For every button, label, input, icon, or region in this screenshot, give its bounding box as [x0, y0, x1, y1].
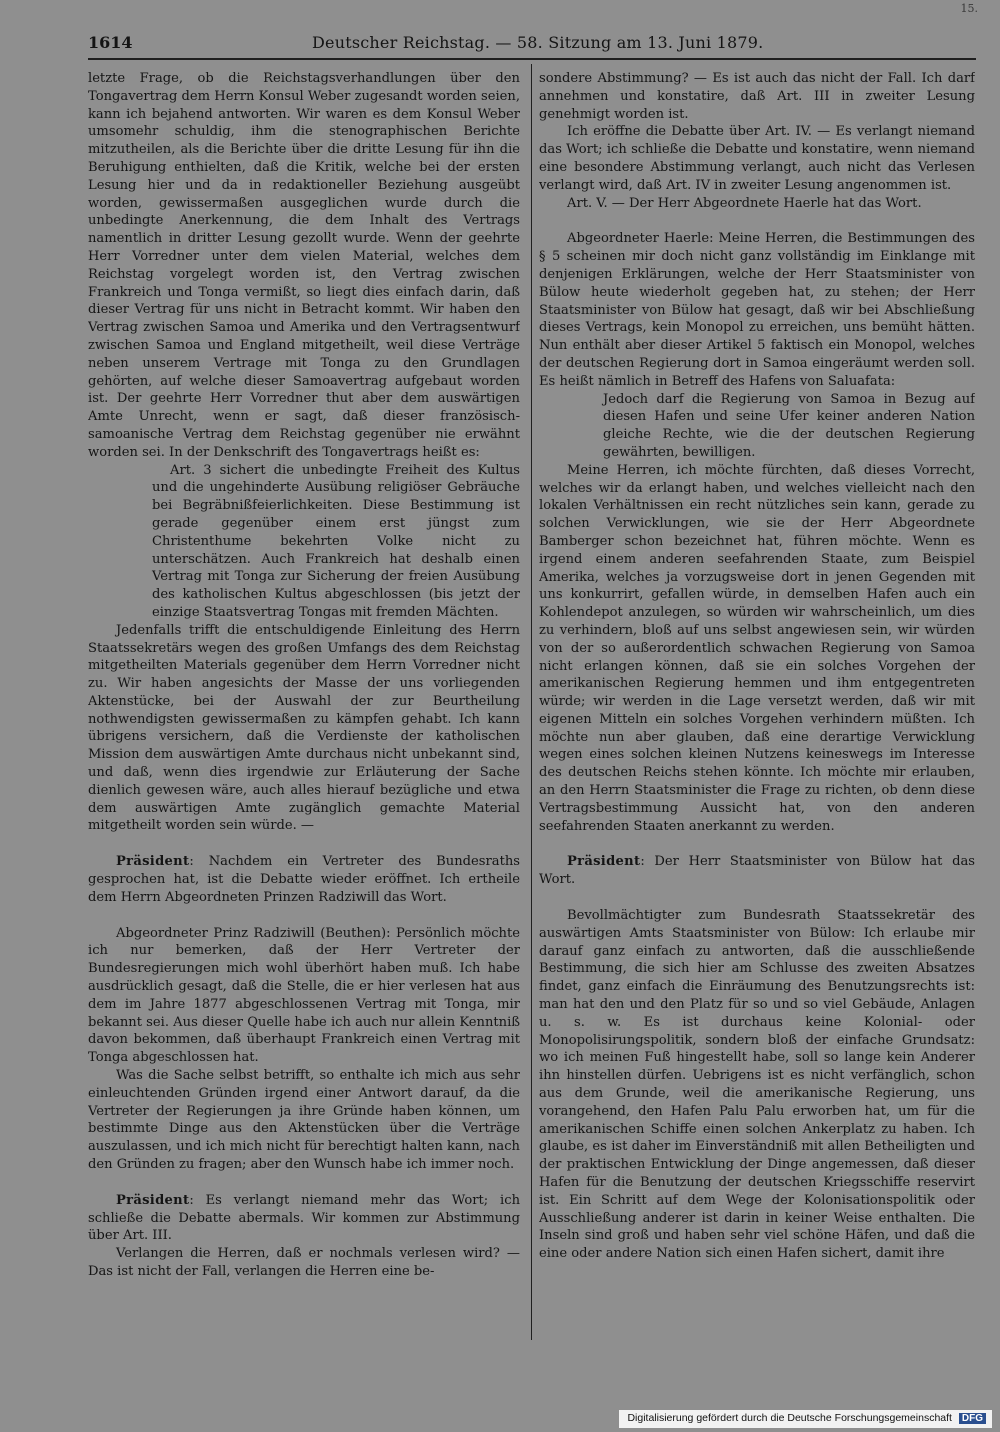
paragraph-text: : Der Herr Staatsminister von Bülow hat das Wort.	[539, 854, 975, 888]
paragraph	[88, 1245, 520, 1281]
paragraph-text: Meine Herren, ich möchte fürchten, daß dieses Vorrecht, welches wir da erlangt haben, und welches vielleicht nach den lokalen Verhältnissen ein recht nützliches sein kann, gerade zu solchen Verwicklungen, wie sie der Herr Abgeordnete Bamberger schon bezeichnet hat, führen möchte. Wenn es irgend einem anderen seefahrenden Staate, zum Beispiel Amerika, welches ja vorzugsweise dort in jenen Gegenden mit uns konkurrirt, gefallen würde, in demselben Hafen auch ein Kohlendepot anzulegen, so würden wir wahrscheinlich, um dies zu verhindern, bloß auf uns selbst angewiesen sein, wir würden von der so außerordentlich schwachen Regierung von Samoa nicht erlangen können, daß sie ein solches Vorgehen der amerikanischen Regierung hemmen und ihm entgegentreten würde; wir werden in die Lage versetzt werden, daß wir mit eigenen Mitteln ein solches Vorgehen verhindern müßten. Ich möchte nun aber glauben, daß eine derartige Verwicklung wegen eines solchen kleinen Nutzens keineswegs im Interesse des deutschen Reichs stehen könnte. Ich möchte mir erlauben, an den Herrn Staatsminister die Frage zu richten, ob denn diese Vertragsbestimmung Aussicht hat, von den anderen seefahrenden Staaten anerkannt zu werden.	[539, 462, 975, 834]
paragraph-text: Abgeordneter Prinz Radziwill (Beuthen): Persönlich möchte ich nur bemerken, daß der Herr Vertreter der Bundesregierungen mich wohl überhört haben muß. Ich habe ausdrücklich gesagt, daß die Stelle, die er hier verlesen hat aus dem im Jahre 1877 abgeschlossenen Vertrag mit Tonga, mir bekannt sei. Aus dieser Quelle habe ich auch nur allein Kenntniß davon bekommen, daß überhaupt Frankreich einen Vertrag mit Tonga abgeschlossen hat.	[88, 925, 520, 1066]
paragraph-text: Art. V. — Der Herr Abgeordnete Haerle hat das Wort.	[567, 195, 922, 211]
paragraph-text: Was die Sache selbst betrifft, so enthalte ich mich aus sehr einleuchtenden Gründen irgend einer Antwort darauf, da die Vertreter der Regierungen ja ihre Gründe haben können, um bestimmte Dinge aus den Aktenstücken über die Verträge auszulassen, und ich mich nicht für berechtigt halten kann, nach den Gründen zu fragen; aber den Wunsch habe ich immer noch.	[88, 1068, 520, 1173]
paragraph	[88, 925, 520, 1067]
paragraph-text: Verlangen die Herren, daß er nochmals verlesen wird? — Das ist nicht der Fall, verlangen die Herren eine be-	[88, 1246, 520, 1279]
paragraph	[539, 123, 975, 194]
header-rule	[88, 58, 976, 60]
footer-credit	[619, 1410, 992, 1428]
column-divider	[531, 64, 532, 1340]
paragraph	[88, 1067, 520, 1174]
paragraph	[152, 462, 520, 622]
paragraph-text: : Nachdem ein Vertreter des Bundesraths gesprochen hat, ist die Debatte wieder eröffnet. Ich ertheile dem Herrn Abgeordneten Prinzen Radziwill das Wort.	[88, 854, 520, 905]
dfg-logo: DFG	[959, 1413, 986, 1424]
paragraph	[539, 853, 975, 889]
paragraph	[539, 907, 975, 1263]
paragraph	[539, 462, 975, 836]
paragraph	[88, 1192, 520, 1245]
paragraph	[539, 195, 975, 213]
paragraph	[88, 853, 520, 906]
right-column	[539, 70, 975, 1340]
paragraph	[603, 391, 975, 462]
speaker-name: Präsident	[116, 1192, 190, 1208]
footer-text: Digitalisierung gefördert durch die Deutsche Forschungsgemeinschaft	[627, 1412, 952, 1424]
paragraph-text: Ich eröffne die Debatte über Art. IV. — Es verlangt niemand das Wort; ich schließe die Debatte und konstatire, wenn niemand eine besondere Abstimmung verlangt, auch nicht das Verlesen verlangt wird, daß Art. IV in zweiter Lesung angenommen ist.	[539, 124, 975, 193]
speaker-name: Präsident	[116, 854, 190, 870]
paragraph	[539, 230, 975, 390]
page-title: Deutscher Reichstag. — 58. Sitzung am 13. Juni 1879.	[312, 33, 764, 52]
paragraph	[88, 622, 520, 836]
paragraph-text: Art. 3 sichert die unbedingte Freiheit des Kultus und die ungehinderte Ausübung religiöser Gebräuche bei Begräbnißfeierlichkeiten. Diese Bestimmung ist gerade gegenüber einem erst jüngst zum Christenthume bekehrten Volke nicht zu unterschätzen. Auch Frankreich hat deshalb einen Vertrag mit Tonga zur Sicherung der freien Ausübung des katholischen Kultus abgeschlossen (bis jetzt der einzige Staatsvertrag Tongas mit fremden Mächten.	[152, 462, 520, 620]
paragraph-text: sondere Abstimmung? — Es ist auch das nicht der Fall. Ich darf annehmen und konstatire, daß Art. III in zweiter Lesung genehmigt worden ist.	[539, 71, 975, 122]
speaker-name: Präsident	[567, 854, 641, 870]
paragraph	[88, 70, 520, 462]
paragraph	[539, 70, 975, 123]
paragraph-text: : Es verlangt niemand mehr das Wort; ich schließe die Debatte abermals. Wir kommen zur Abstimmung über Art. III.	[88, 1192, 520, 1244]
paragraph-text: Bevollmächtigter zum Bundesrath Staatssekretär des auswärtigen Amts Staatsminister von Bülow: Ich erlaube mir darauf ganz einfach zu antworten, daß die ausschließende Bestimmung, die sich hier am Schlusse des zweiten Absatzes findet, ganz einfach die Einräumung des Benutzungsrechts ist: man hat den und den Platz für so und so viel Gebäude, Anlagen u. s. w. Es ist durchaus keine Kolonial- oder Monopolisirungspolitik, sondern bloß der einfache Grundsatz: wo ich meinen Fuß hingestellt habe, soll so lange kein Anderer ihn hinstellen dürfen. Uebrigens ist es nicht verfänglich, schon aus dem Grunde, weil die amerikanische Regierung, uns vorangehend, den Hafen Palu Palu erworben hat, um für die amerikanischen Schiffe einen solchen Ankerplatz zu haben. Ich glaube, es ist daher im Einverständniß mit allen Betheiligten und der praktischen Entwicklung der Dinge angemessen, daß dieser Hafen für die Benutzung der deutschen Kriegsschiffe reservirt ist. Ein Schritt auf dem Wege der Kolonisationspolitik oder Ausschließung anderer ist darin in keiner Weise enthalten. Die Inseln sind groß und haben sehr viel schöne Häfen, und daß die eine oder andere Nation sich einen Hafen sichert, damit ihre	[539, 908, 975, 1262]
paragraph-text: Abgeordneter Haerle: Meine Herren, die Bestimmungen des § 5 scheinen mir doch nicht ganz vollständig im Einklange mit denjenigen Erklärungen, welche der Herr Staatsminister von Bülow heute wiederholt gegeben hat, zu stehen; der Herr Staatsminister von Bülow hat gesagt, daß wir bei Abschließung dieses Vertrags, kein Monopol zu erreichen, uns bemüht hätten. Nun enthält aber dieser Artikel 5 faktisch ein Monopol, welches der deutschen Regierung dort in Samoa eingeräumt werden soll. Es heißt nämlich in Betreff des Hafens von Saluafata:	[539, 231, 975, 389]
corner-mark: 15.	[960, 2, 978, 15]
paragraph-text: letzte Frage, ob die Reichstagsverhandlungen über den Tongavertrag dem Herrn Konsul Weber zugesandt worden seien, kann ich bejahend antworten. Wir waren es dem Konsul Weber umsomehr schuldig, ihm die stenographischen Berichte mitzutheilen, als die Berichte über die dritte Lesung für ihn die Beruhigung enthielten, daß die Kritik, welche bei der ersten Lesung hier und da in redaktioneller Beziehung ausgeübt worden, gewissermaßen ausgeglichen wurde durch die unbedingte Anerkennung, die dem Inhalt des Vertrags namentlich in dritter Lesung gezollt wurde. Wenn der geehrte Herr Vorredner unter dem vielen Material, welches dem Reichstag vorgelegt worden ist, den Vertrag zwischen Frankreich und Tonga vermißt, so liegt dies einfach darin, daß dieser Vertrag für uns nicht in Betracht kommt. Wir haben den Vertrag zwischen Samoa und Amerika und den Vertragsentwurf zwischen Samoa und England mitgetheilt, weil diese Verträge neben unserem Vertrage mit Tonga zu den Grundlagen gehörten, auf welche dieser Samoavertrag aufgebaut worden ist. Der geehrte Herr Vorredner thut aber dem auswärtigen Amte Unrecht, wenn er sagt, daß dieser französisch-samoanische Vertrag dem Reichstag gegenüber nie erwähnt worden sei. In der Denkschrift des Tongavertrags heißt es:	[88, 71, 520, 460]
page-number: 1614	[88, 33, 133, 52]
left-column	[88, 70, 520, 1340]
page-header	[88, 30, 976, 56]
paragraph-text: Jedenfalls trifft die entschuldigende Einleitung des Herrn Staatssekretärs wegen des großen Umfangs des dem Reichstag mitgetheilten Materials gegenüber dem Herrn Vorredner nicht zu. Wir haben angesichts der Masse der uns vorliegenden Aktenstücke, bei der Auswahl der zur Beurtheilung nothwendigsten gewissermaßen zu kämpfen gehabt. Ich kann übrigens versichern, daß die Verdienste der katholischen Mission dem auswärtigen Amte durchaus nicht unbekannt sind, und daß, wenn dies irgendwie zur Erläuterung der Sache dienlich gewesen wäre, auch alles hierauf bezügliche und etwa dem auswärtigen Amte zugänglich gemachte Material mitgetheilt worden sein würde. —	[88, 622, 520, 834]
paragraph-text: Jedoch darf die Regierung von Samoa in Bezug auf diesen Hafen und seine Ufer keiner anderen Nation gleiche Rechte, wie die der deutschen Regierung gewährten, bewilligen.	[603, 391, 975, 460]
